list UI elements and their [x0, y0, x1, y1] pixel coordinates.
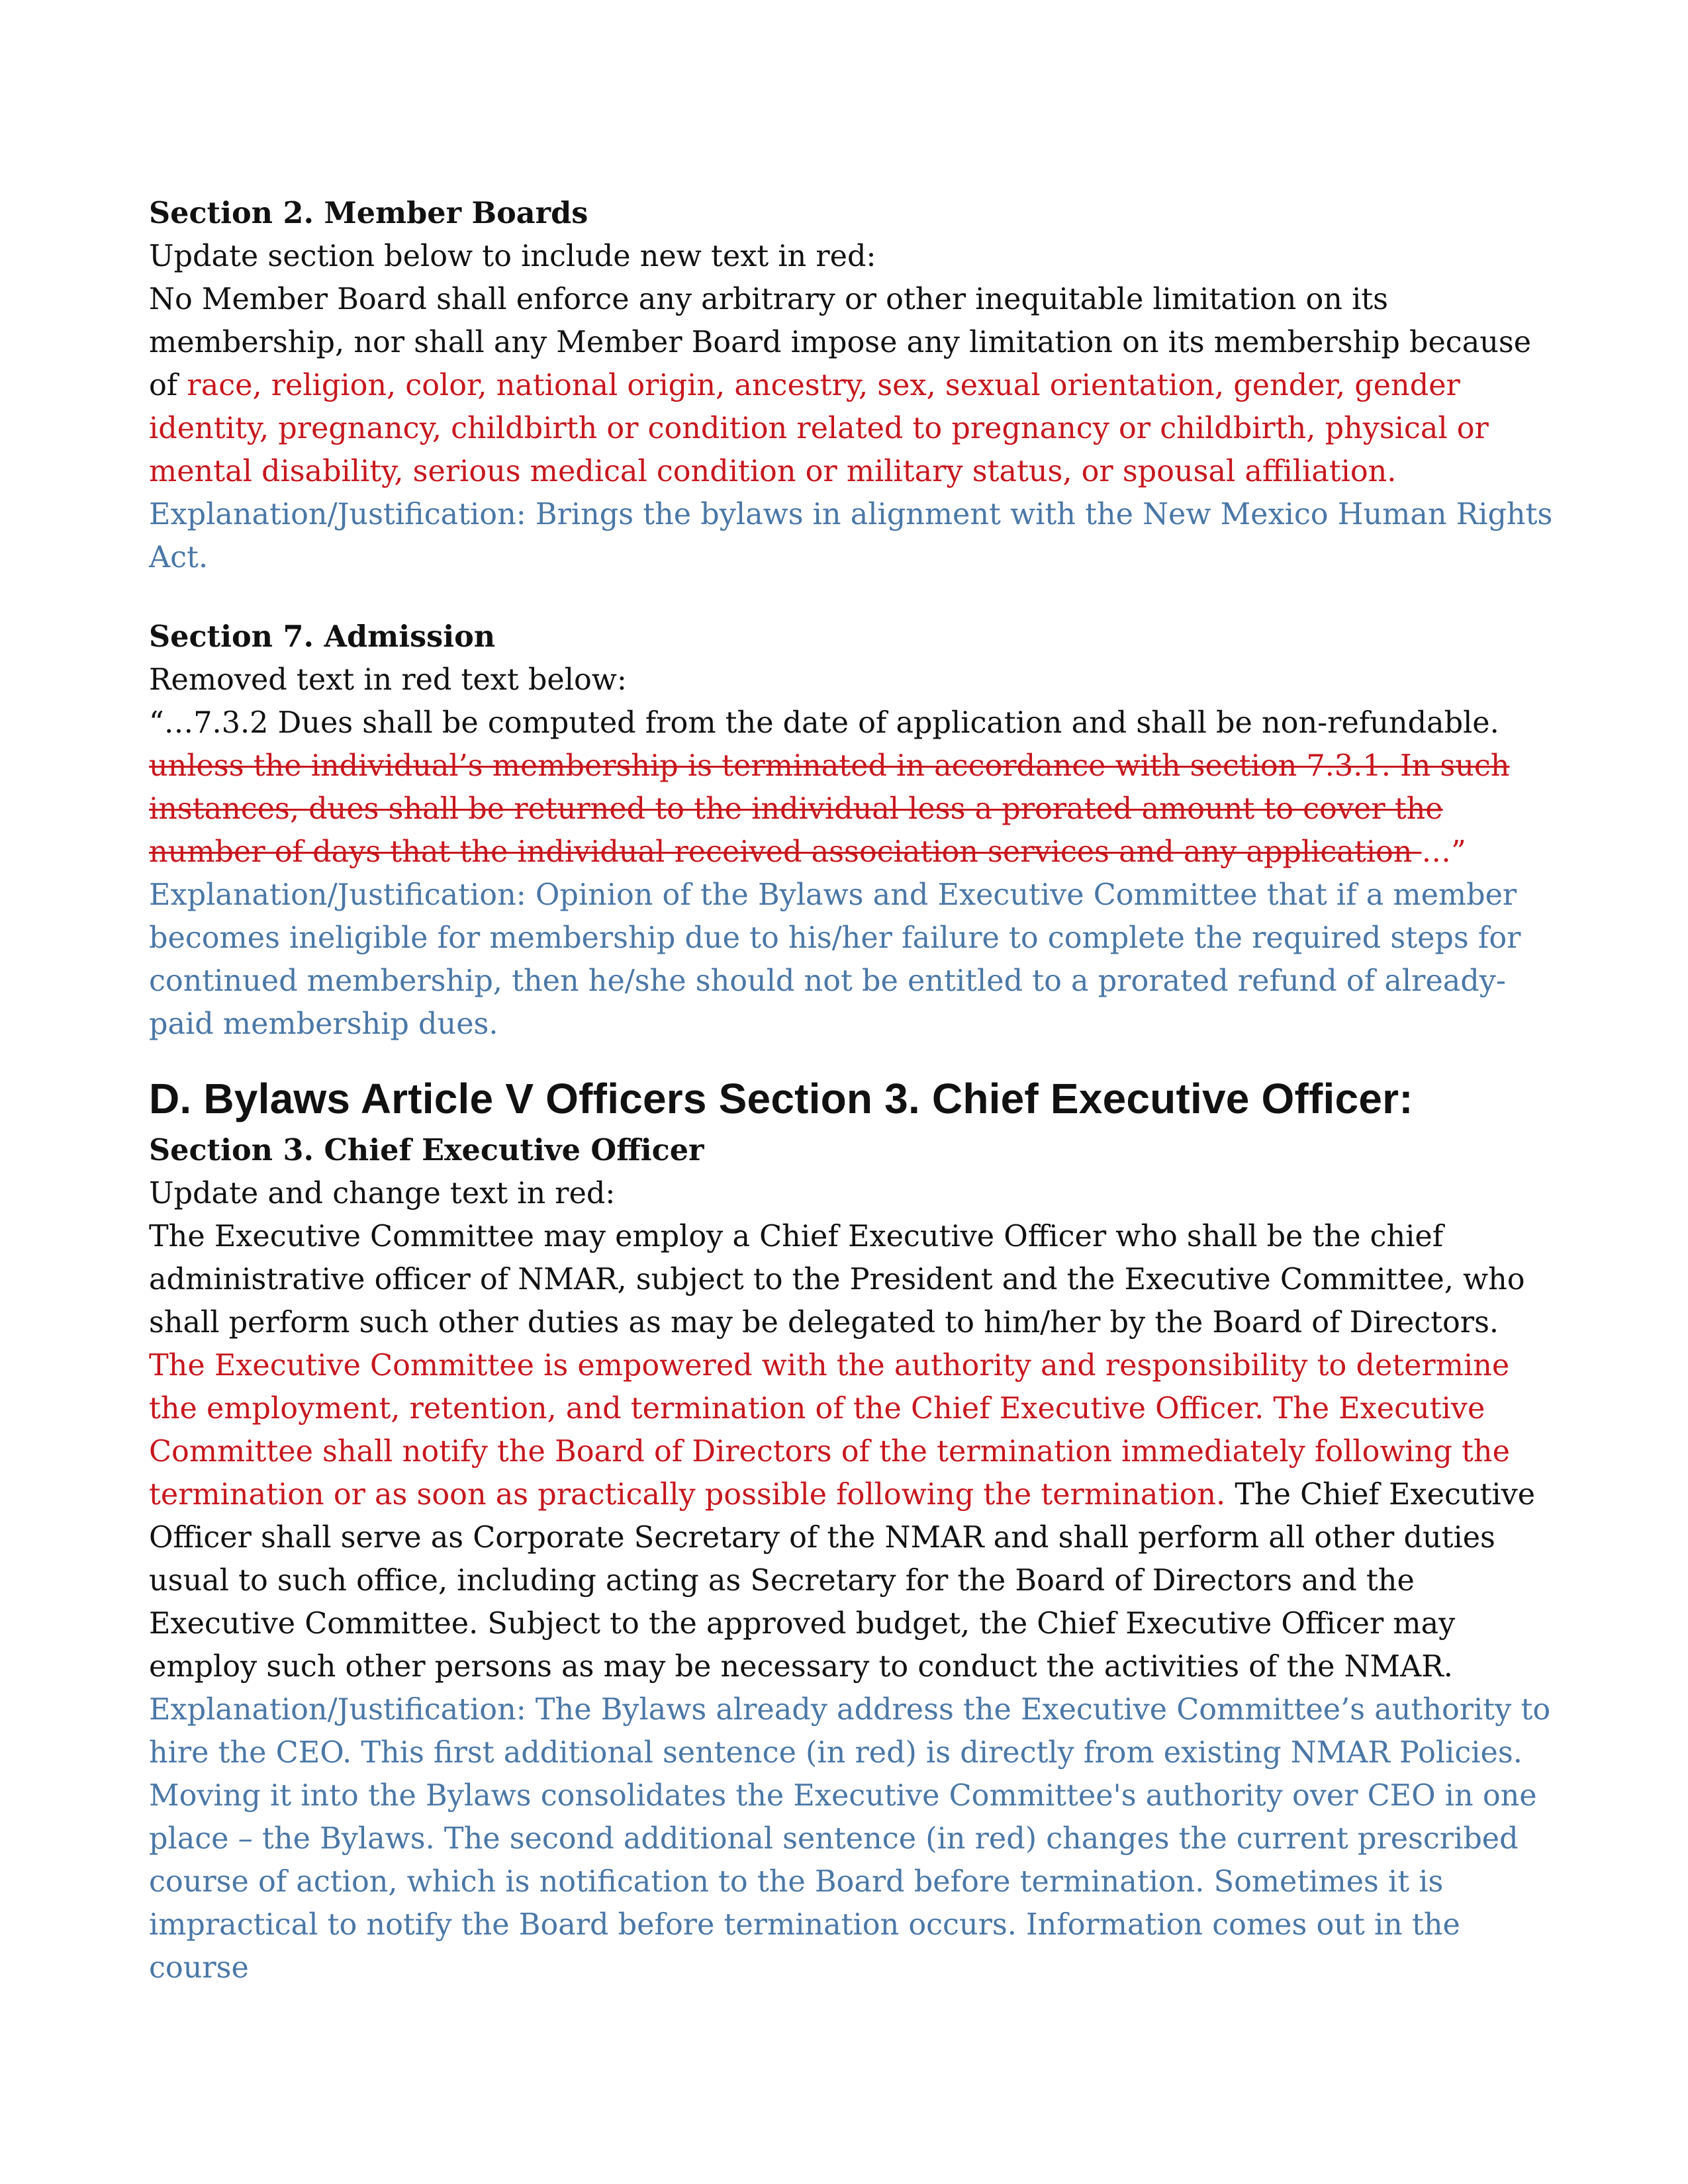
section-7-quote-end: …”	[1421, 835, 1466, 869]
section-2-explanation: Explanation/Justification: Brings the bylaws in alignment with the New Mexico Human Rights Act.	[149, 498, 1553, 574]
section-2-block	[149, 192, 1559, 579]
section-7-instruction: Removed text in red text below:	[149, 663, 627, 697]
section-7-removed-text-paragraph	[149, 745, 1559, 874]
section-3-body-original-1: The Executive Committee may employ a Chief Executive Officer who shall be the chief administrative officer of NMAR, subject to the President and the Executive Committee, who shall perform such other duties as may be delegated to him/her by the Board of Directors.	[149, 1220, 1525, 1340]
spacer	[149, 579, 1559, 615]
section-7-heading: Section 7. Admission	[149, 619, 496, 654]
spacer	[149, 1046, 1559, 1072]
section-3-body-original-2: The Chief Executive Officer shall serve as Corporate Secretary of the NMAR and shall perform all other duties usual to such office, including acting as Secretary for the Board of Directors and the Executive Committee. Subject to the approved budget, the Chief Executive Officer may employ such other persons as may be necessary to conduct the activities of the NMAR.	[149, 1478, 1536, 1684]
section-2-heading: Section 2. Member Boards	[149, 196, 588, 230]
section-2-body-original: No Member Board shall enforce any arbitrary or other inequitable limitation on its membership, nor shall any Member Board impose any limitation on its membership because of	[149, 283, 1532, 402]
section-3-body-added: The Executive Committee is empowered with the authority and responsibility to determine the employment, retention, and termination of the Chief Executive Officer. The Executive Committee shall notify the Board of Directors of the termination immediately following the termination or as soon as practically possible following the termination.	[149, 1349, 1510, 1512]
section-2-body-added: race, religion, color, national origin, ancestry, sex, sexual orientation, gender, gender identity, pregnancy, childbirth or condition related to pregnancy or childbirth, physical or mental disability, serious medical condition or military status, or spousal affiliation.	[149, 369, 1489, 488]
document-page	[149, 192, 1559, 1989]
section-7-quote-start: “…7.3.2 Dues shall be computed from the date of application and shall be non-refundable.	[149, 706, 1499, 740]
part-d-block	[149, 1072, 1559, 1989]
section-3-heading: Section 3. Chief Executive Officer	[149, 1133, 704, 1167]
section-7-explanation: Explanation/Justification: Opinion of the Bylaws and Executive Committee that if a member becomes ineligible for membership due to his/her failure to complete the required steps for continued membership, then he/she should not be entitled to a prorated refund of already-paid membership dues.	[149, 878, 1521, 1041]
section-2-body	[149, 278, 1559, 493]
section-7-block	[149, 615, 1559, 1046]
section-3-explanation: Explanation/Justification: The Bylaws already address the Executive Committee’s authority to hire the CEO. This first additional sentence (in red) is directly from existing NMAR Policies. Moving it into the Bylaws consolidates the Executive Committee's authority over CEO in one place – the Bylaws. The second additional sentence (in red) changes the current prescribed course of action, which is notification to the Board before termination. Sometimes it is impractical to notify the Board before termination occurs. Information comes out in the course	[149, 1693, 1551, 1985]
section-2-instruction: Update section below to include new text in red:	[149, 240, 876, 273]
section-3-body	[149, 1215, 1559, 1688]
section-7-removed-text: unless the individual’s membership is terminated in accordance with section 7.3.1. In such instances, dues shall be returned to the individual less a prorated amount to cover the number of days that the individual received association services and any application	[149, 749, 1510, 869]
part-d-heading: D. Bylaws Article V Officers Section 3. Chief Executive Officer:	[149, 1075, 1413, 1122]
section-3-instruction: Update and change text in red:	[149, 1177, 616, 1210]
